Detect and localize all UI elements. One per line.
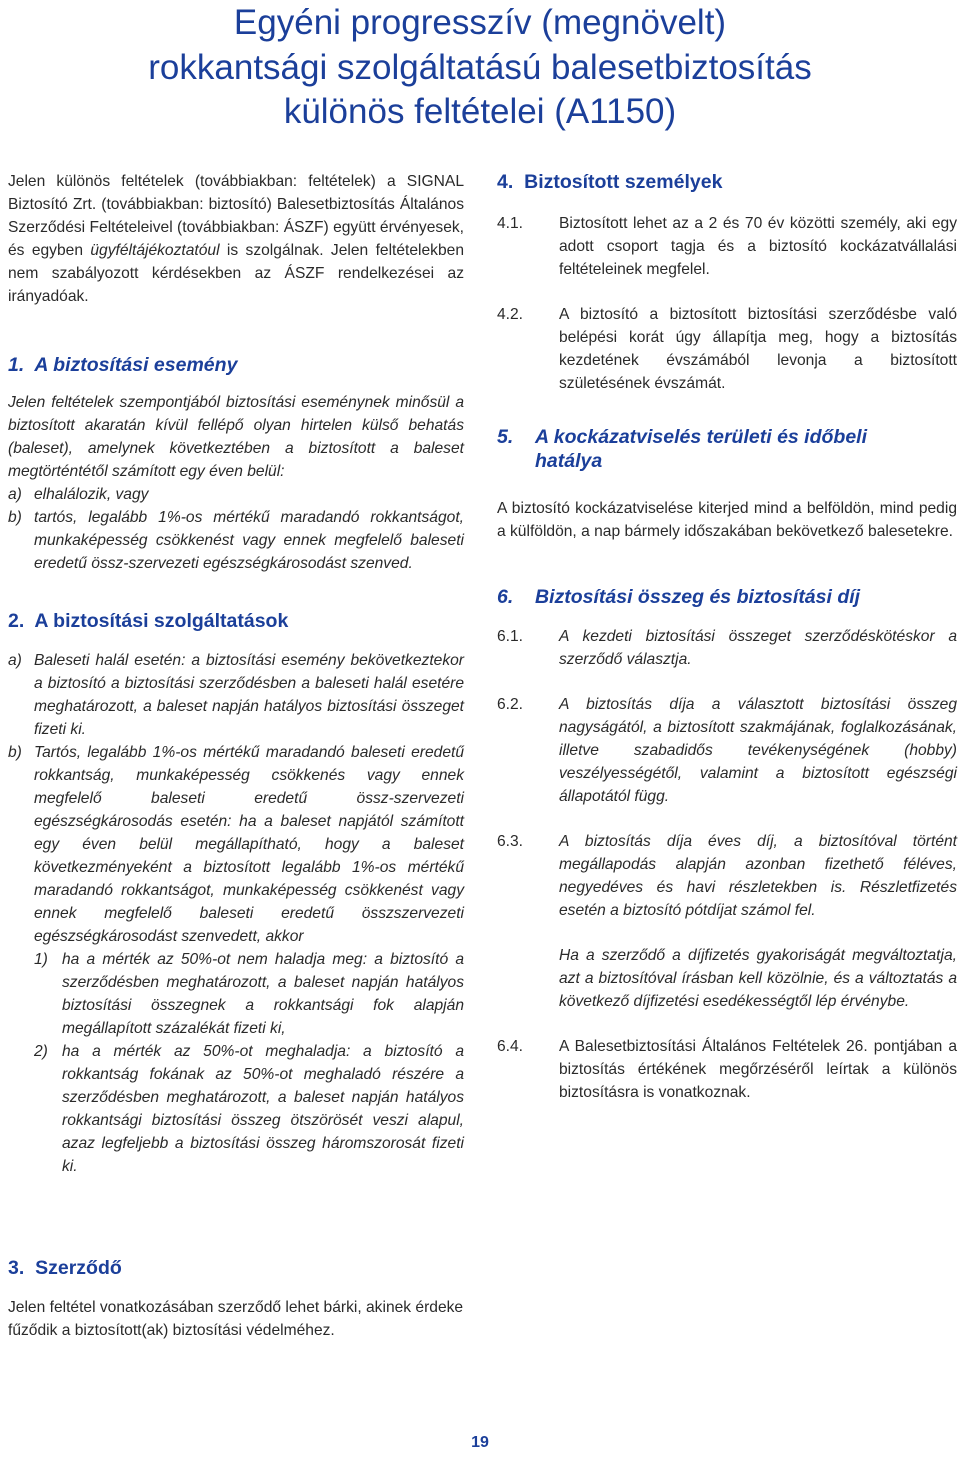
section-4-item: 4.1. Biztosított lehet az a 2 és 70 év közötti személy, aki egy adott csoport tagja és a biztosító kockázatvállalási feltételeinek megfelel.: [497, 215, 957, 278]
section-2-heading: 2. A biztosítási szolgáltatások: [8, 610, 289, 632]
section-3: [8, 1256, 464, 1342]
section-5-body: A biztosító kockázatviselése kiterjed mind a belföldön, mind pedig a külföldön, a nap bármely időszakában bekövetkező balesetekre.: [497, 500, 957, 540]
left-column: [8, 170, 464, 1178]
section-4-heading: 4. Biztosított személyek: [497, 171, 723, 193]
section-6-item: 6.3. A biztosítás díja éves díj, a biztosítóval történt megállapodás alapján azonban fizethető féléves, negyedéves és havi részletekben is. Részletfizetés esetén a biztosító pótdíjat számol fel.: [497, 833, 957, 919]
page-number: 19: [471, 1434, 489, 1451]
section-6-item: Ha a szerződő a díjfizetés gyakoriságát megváltoztatja, azt a biztosítóval írásban kell közölnie, és a változtatás a következő díjfizetési esedékességtől lép érvénybe.: [559, 947, 957, 1010]
title-line-3: különös feltételei (A1150): [283, 92, 677, 131]
intro-paragraph: Jelen különös feltételek (továbbiakban: feltételek) a SIGNAL Biztosító Zrt. (továbbiakban: biztosító) Balesetbiztosítás Általános Szerződési Feltételeivel (továbbiakban: ÁSZF) együtt érvényesek, és egyben ügyféltájékoztatóul is szolgálnak. Jelen feltételekben nem szabályozott kérdésekben az ÁSZF rendelkezései az irányadóak.: [8, 173, 464, 305]
section-2-item-b: b) Tartós, legalább 1%-os mértékű maradandó baleseti eredetű rokkantság, munkaképesség csökkenés vagy ennek megfelelő baleseti eredetű össz-szervezeti egészségkárosodás esetén: ha a baleset napjától számított egy éven belül megállapítható, hogy a baleset következményeként a biztosított legalább 1%-os mértékű maradandó rokkantságot, munkaképesség csökkenést vagy ennek megfelelő baleseti eredetű összszervezeti egészségkárosodást szenvedett, akkor: [8, 744, 464, 945]
section-3-heading: 3. Szerződő: [8, 1257, 122, 1279]
section-6-item: 6.1. A kezdeti biztosítási összeget szerződéskötéskor a szerződő választja.: [497, 628, 957, 668]
section-4-item: 4.2. A biztosító a biztosított biztosítási szerződésbe való belépési korát úgy állapítja meg, hogy a biztosítás kezdetének évszámából levonja a biztosított születésének évszámát.: [497, 306, 957, 392]
section-2-subitem: 2) ha a mérték az 50%-ot meghaladja: a biztosító a rokkantság fokának az 50%-ot meghaladó részére a szerződésben meghatározott, a baleset napján hatályos rokkantsági biztosítási összeg ötszörösét veszi alapul, azaz legfeljebb a biztosítási összeg háromszorosát fizeti ki.: [34, 1043, 464, 1175]
section-1-item: a) elhalálozik, vagy: [8, 486, 149, 503]
section-6-item: 6.2. A biztosítás díja a választott biztosítási összeg nagyságától, a biztosított szakmájának, foglalkozásának, illetve szabadidős tevékenységének (hobby) veszélyességétől, valamint a biztosított egészségi állapotától függ.: [497, 696, 957, 805]
section-5-heading: 5. A kockázatviselés területi és időbeli hatálya: [497, 426, 868, 472]
section-1-item: b) tartós, legalább 1%-os mértékű maradandó rokkantságot, munkaképesség csökkenést vagy ennek megfelelő baleseti eredetű össz-szervezeti egészségkárosodást szenved.: [8, 509, 464, 572]
section-2-subitem: 1) ha a mérték az 50%-ot nem haladja meg: a biztosító a szerződésben meghatározott, a baleset napján hatályos biztosítási összegnek a rokkantsági fok alapján megállapított százalékát fizeti ki,: [34, 951, 464, 1037]
section-3-body: Jelen feltétel vonatkozásában szerződő lehet bárki, akinek érdeke fűződik a biztosított(ak) biztosítási védelméhez.: [8, 1299, 464, 1339]
section-1-heading: 1. A biztosítási esemény: [8, 354, 238, 376]
right-column: [497, 170, 957, 1104]
section-6-item: 6.4. A Balesetbiztosítási Általános Feltételek 26. pontjában a biztosítás értékének megőrzéséről leírtak a különös biztosításra is vonatkoznak.: [497, 1038, 957, 1101]
section-1-body: Jelen feltételek szempontjából biztosítási eseménynek minősül a biztosított akaratán kívül fellépő olyan hirtelen külső behatás (baleset), amelynek következtében a biztosított a baleset megtörténtétől számított egy éven belül:: [8, 394, 464, 480]
section-6-heading: 6. Biztosítási összeg és biztosítási díj: [497, 586, 861, 608]
title-line-2: rokkantsági szolgáltatású balesetbiztosítás: [148, 48, 812, 87]
section-2-item-a: a) Baleseti halál esetén: a biztosítási esemény bekövetkeztekor a biztosító a biztosítási szerződésben a baleseti halál esetére meghatározott, a baleset napján hatályos biztosítási összeget fizeti ki.: [8, 652, 464, 738]
title-line-1: Egyéni progresszív (megnövelt): [233, 3, 727, 42]
